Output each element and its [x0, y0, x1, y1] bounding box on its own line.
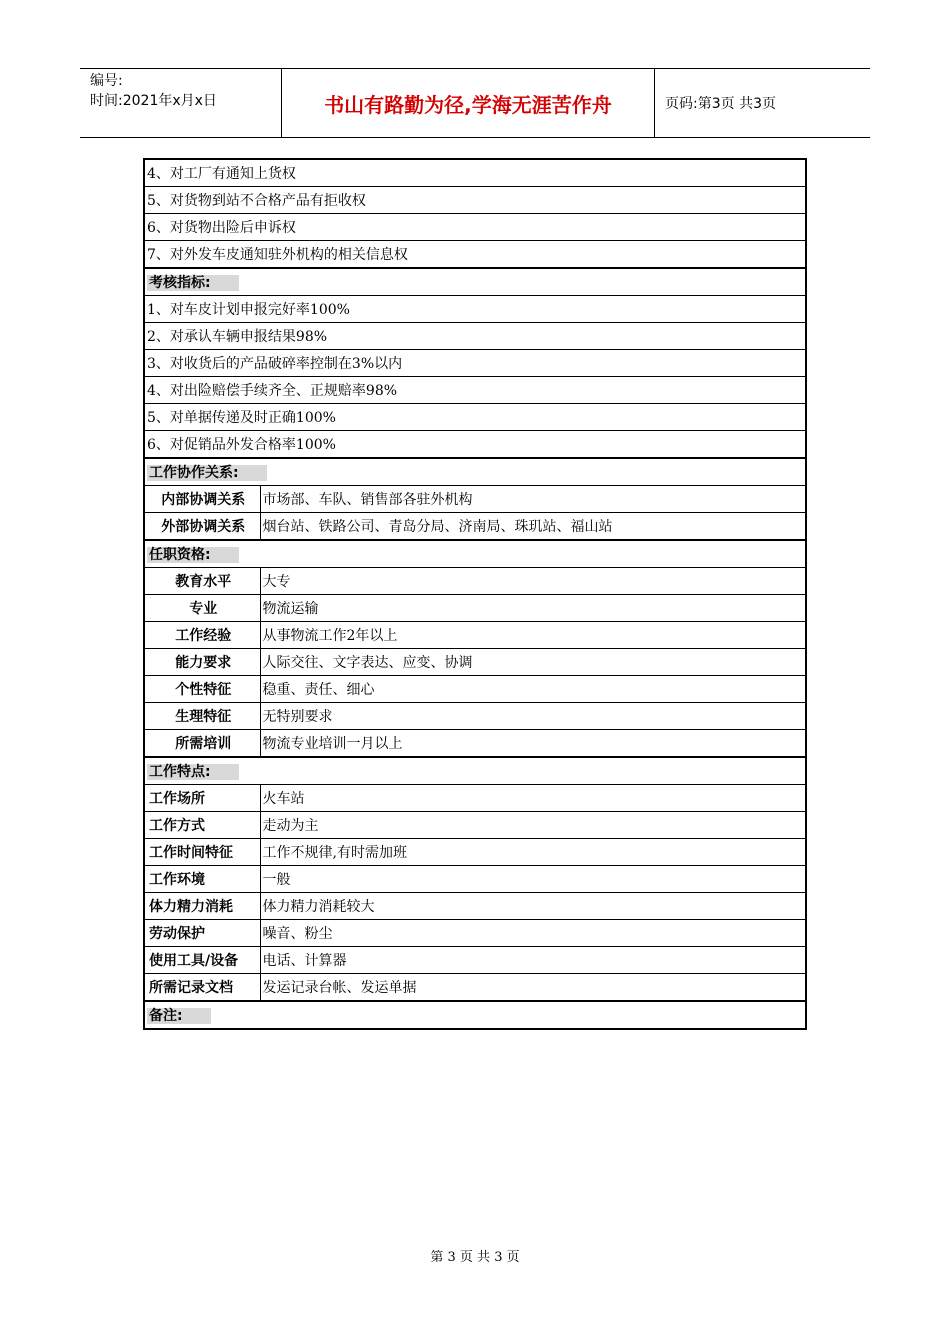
kpi-item: 3、对收货后的产品破碎率控制在3%以内 — [144, 350, 806, 377]
row-value: 发运记录台帐、发运单据 — [260, 974, 806, 1002]
table-row — [144, 785, 806, 812]
table-row — [144, 595, 806, 622]
row-value: 稳重、责任、细心 — [260, 676, 806, 703]
row-label: 个性特征 — [144, 676, 260, 703]
section-header — [144, 757, 806, 785]
table-row — [144, 920, 806, 947]
table-row — [144, 431, 806, 459]
table-row — [144, 812, 806, 839]
table-row — [144, 214, 806, 241]
rights-item: 6、对货物出险后申诉权 — [144, 214, 806, 241]
notes-title: 备注: — [147, 1008, 211, 1024]
row-label: 能力要求 — [144, 649, 260, 676]
job-description-table — [143, 158, 807, 1030]
page-header — [80, 68, 870, 138]
table-row — [144, 839, 806, 866]
table-row — [144, 649, 806, 676]
table-row — [144, 350, 806, 377]
row-value: 一般 — [260, 866, 806, 893]
header-page-info: 页码:第3页 共3页 — [665, 96, 776, 112]
row-label: 工作环境 — [144, 866, 260, 893]
row-value: 物流运输 — [260, 595, 806, 622]
row-label: 工作方式 — [144, 812, 260, 839]
section-header — [144, 540, 806, 568]
rights-item: 5、对货物到站不合格产品有拒收权 — [144, 187, 806, 214]
number-label: 编号: — [90, 73, 123, 89]
row-value: 火车站 — [260, 785, 806, 812]
table-row — [144, 676, 806, 703]
table-row — [144, 866, 806, 893]
row-value: 噪音、粉尘 — [260, 920, 806, 947]
table-row — [144, 513, 806, 541]
row-value: 人际交往、文字表达、应变、协调 — [260, 649, 806, 676]
table-row — [144, 893, 806, 920]
row-value: 工作不规律,有时需加班 — [260, 839, 806, 866]
row-value: 无特别要求 — [260, 703, 806, 730]
rights-item: 4、对工厂有通知上货权 — [144, 159, 806, 187]
table-row — [144, 568, 806, 595]
table-row — [144, 296, 806, 323]
row-value: 体力精力消耗较大 — [260, 893, 806, 920]
table-row — [144, 377, 806, 404]
row-label: 工作时间特征 — [144, 839, 260, 866]
table-row — [144, 486, 806, 513]
row-value: 烟台站、铁路公司、青岛分局、济南局、珠玑站、福山站 — [260, 513, 806, 541]
section-header — [144, 458, 806, 486]
row-value: 电话、计算器 — [260, 947, 806, 974]
row-value: 从事物流工作2年以上 — [260, 622, 806, 649]
kpi-item: 6、对促销品外发合格率100% — [144, 431, 806, 459]
kpi-title: 考核指标: — [147, 275, 239, 291]
section-header — [144, 268, 806, 296]
kpi-item: 4、对出险赔偿手续齐全、正规赔率98% — [144, 377, 806, 404]
section-header — [144, 1001, 806, 1029]
row-label: 使用工具/设备 — [144, 947, 260, 974]
table-row — [144, 974, 806, 1002]
row-value: 大专 — [260, 568, 806, 595]
row-label: 外部协调关系 — [144, 513, 260, 541]
row-value: 市场部、车队、销售部各驻外机构 — [260, 486, 806, 513]
row-label: 工作经验 — [144, 622, 260, 649]
row-label: 体力精力消耗 — [144, 893, 260, 920]
row-value: 走动为主 — [260, 812, 806, 839]
kpi-item: 1、对车皮计划申报完好率100% — [144, 296, 806, 323]
row-value: 物流专业培训一月以上 — [260, 730, 806, 758]
table-row — [144, 622, 806, 649]
row-label: 所需记录文档 — [144, 974, 260, 1002]
table-row — [144, 241, 806, 269]
header-meta — [80, 69, 282, 137]
time-label: 时间:2021年x月x日 — [90, 93, 217, 109]
qual-title: 任职资格: — [147, 547, 239, 563]
table-row — [144, 159, 806, 187]
page-footer: 第 3 页 共 3 页 — [430, 1250, 520, 1265]
row-label: 专业 — [144, 595, 260, 622]
row-label: 劳动保护 — [144, 920, 260, 947]
table-row — [144, 947, 806, 974]
row-label: 工作场所 — [144, 785, 260, 812]
row-label: 生理特征 — [144, 703, 260, 730]
table-row — [144, 730, 806, 758]
table-row — [144, 703, 806, 730]
kpi-item: 2、对承认车辆申报结果98% — [144, 323, 806, 350]
coop-title: 工作协作关系: — [147, 465, 267, 481]
table-row — [144, 187, 806, 214]
header-motto: 书山有路勤为径,学海无涯苦作舟 — [282, 69, 655, 137]
kpi-item: 5、对单据传递及时正确100% — [144, 404, 806, 431]
table-row — [144, 404, 806, 431]
rights-item: 7、对外发车皮通知驻外机构的相关信息权 — [144, 241, 806, 269]
table-row — [144, 323, 806, 350]
row-label: 教育水平 — [144, 568, 260, 595]
row-label: 所需培训 — [144, 730, 260, 758]
row-label: 内部协调关系 — [144, 486, 260, 513]
feat-title: 工作特点: — [147, 764, 239, 780]
